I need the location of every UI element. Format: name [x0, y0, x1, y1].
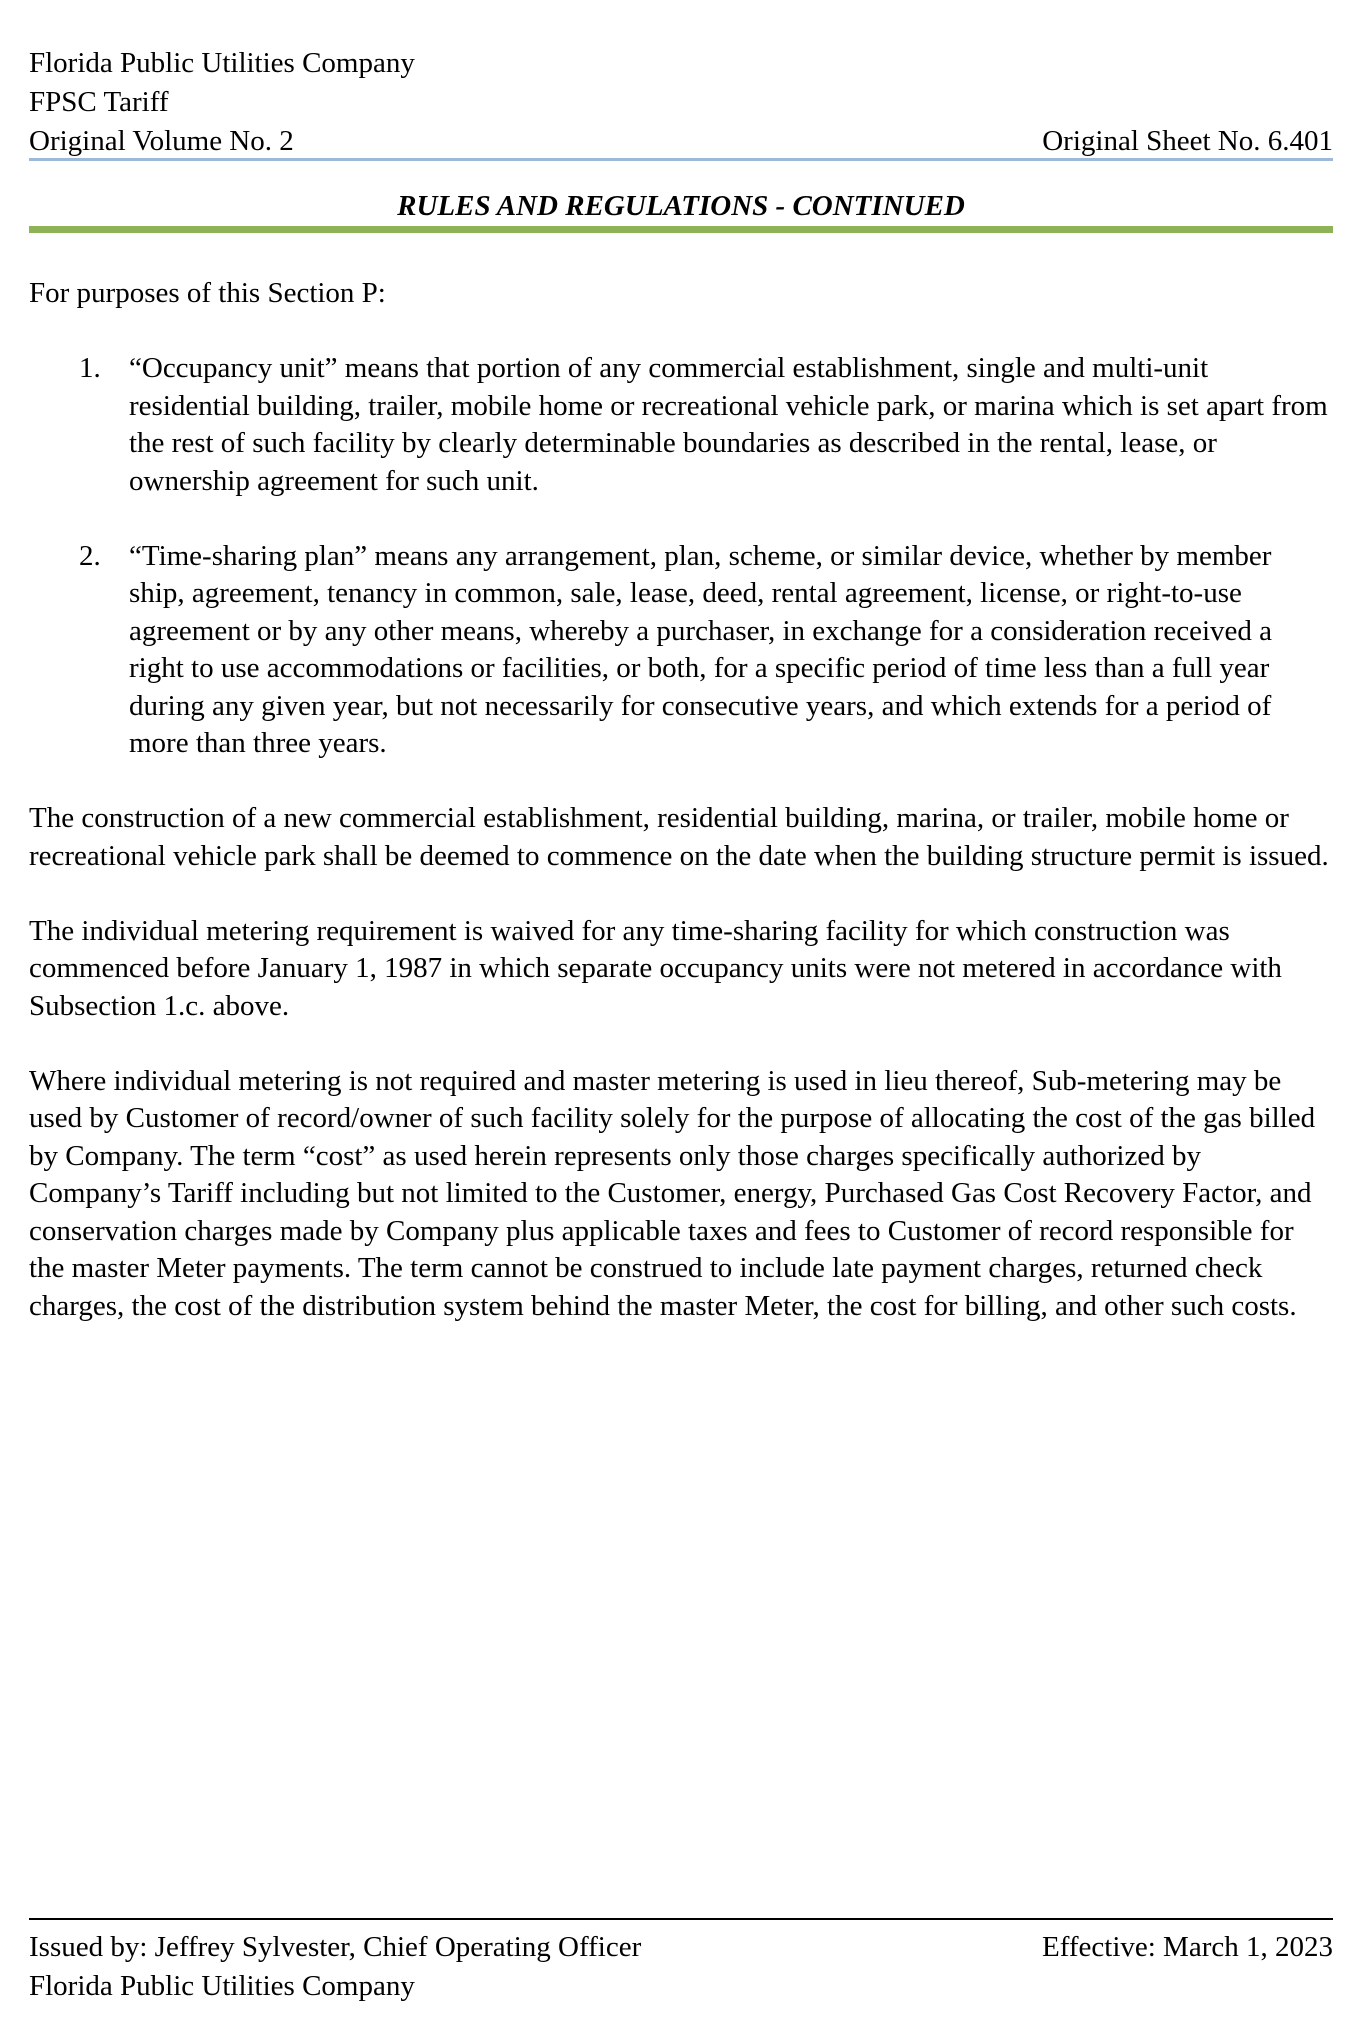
- sheet-header: [29, 44, 1333, 161]
- submetering-paragraph: Where individual metering is not required and master metering is used in lieu thereof, Sub-metering may be used by Customer of record/owner of such facility solely for the purpose of allocating the cost of the gas billed by Company. The term “cost” as used herein represents only those charges specifically authorized by Company’s Tariff including but not limited to the Customer, energy, Purchased Gas Cost Recovery Factor, and conservation charges made by Company plus applicable taxes and fees to Customer of record responsible for the master Meter payments. The term cannot be construed to include late payment charges, returned check charges, the cost of the distribution system behind the master Meter, the cost for billing, and other such costs.: [29, 1064, 1316, 1322]
- volume-sheet-row: [29, 122, 1333, 161]
- definition-item: [29, 538, 1333, 763]
- volume-label: Original Volume No. 2: [29, 125, 294, 157]
- section-title: RULES AND REGULATIONS - CONTINUED: [397, 190, 965, 222]
- definition-number: 2.: [79, 539, 101, 572]
- definition-text: “Occupancy unit” means that portion of any commercial establishment, single and multi-unit residential building, trailer, mobile home or recreational vehicle park, or marina which is set apart from the rest of such facility by clearly determinable boundaries as described in the rental, lease, or ownership agreement for such unit.: [129, 352, 1328, 497]
- sheet-footer: [29, 1928, 1333, 2006]
- sheet-body: [29, 275, 1333, 1363]
- definition-text: “Time-sharing plan” means any arrangement, plan, scheme, or similar device, whether by member ship, agreement, tenancy in common, sale, lease, deed, rental agreement, license, or right-to-use agreement or by any other means, whereby a purchaser, in exchange for a consideration received a right to use accommodations or facilities, or both, for a specific period of time less than a full year during any given year, but not necessarily for consecutive years, and which extends for a period of more than three years.: [129, 539, 1273, 759]
- header-divider: [29, 158, 1333, 161]
- company-name: Florida Public Utilities Company: [29, 47, 415, 79]
- definitions-list: [29, 350, 1333, 763]
- sheet-number: Original Sheet No. 6.401: [1042, 125, 1333, 157]
- construction-paragraph: The construction of a new commercial establishment, residential building, marina, or trailer, mobile home or recreational vehicle park shall be deemed to commence on the date when the building structure permit is issued.: [29, 802, 1329, 872]
- footer-issue-row: [29, 1928, 1333, 1967]
- footer-company: Florida Public Utilities Company: [29, 1970, 415, 2002]
- definition-number: 1.: [79, 352, 101, 384]
- waiver-paragraph: The individual metering requirement is waived for any time-sharing facility for which construction was commenced before January 1, 1987 in which separate occupancy units were not metered in accordance with Subsection 1.c. above.: [29, 914, 1282, 1022]
- definition-item: [29, 350, 1333, 500]
- issued-by: Issued by: Jeffrey Sylvester, Chief Operating Officer: [29, 1931, 642, 1963]
- intro-paragraph: For purposes of this Section P:: [29, 277, 386, 309]
- tariff-sheet: [29, 0, 1333, 2026]
- effective-date: Effective: March 1, 2023: [1042, 1931, 1333, 1963]
- footer-divider: [29, 1918, 1333, 1920]
- tariff-name: FPSC Tariff: [29, 86, 169, 118]
- title-divider: [29, 226, 1333, 233]
